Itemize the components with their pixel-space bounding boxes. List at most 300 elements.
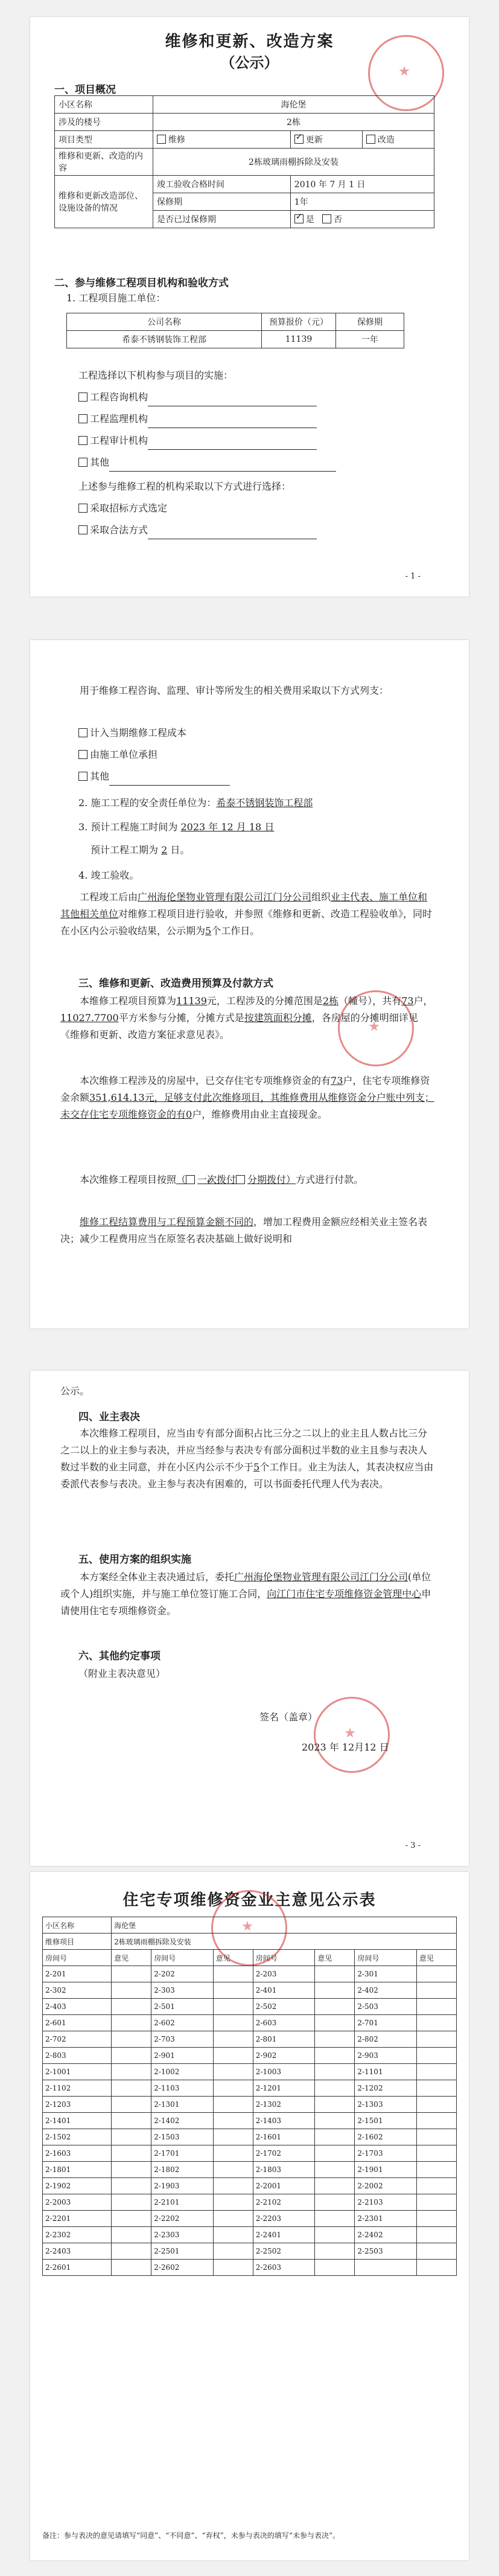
opinion-cell[interactable]	[416, 2113, 456, 2129]
checkbox[interactable]	[78, 728, 87, 737]
text: 申请使用住宅专项维修资金。	[60, 1588, 431, 1616]
opinion-cell[interactable]	[416, 2178, 456, 2194]
acceptance-date: 2010 年 7 月 1 日	[290, 176, 434, 193]
opinion-cell[interactable]	[315, 2097, 355, 2113]
opinion-cell[interactable]	[416, 1982, 456, 1999]
cell-label: 维修项目	[43, 1934, 112, 1950]
text: 2. 施工工程的安全责任单位为：	[78, 797, 217, 809]
opinion-cell[interactable]	[112, 2031, 151, 2048]
opinion-cell[interactable]	[112, 2064, 151, 2080]
attachment-note: （附业主表决意见）	[78, 1668, 166, 1679]
checkbox-label: 一次拨付	[197, 1174, 237, 1185]
room-number: 2-2002	[355, 2178, 417, 2194]
opinion-cell[interactable]	[416, 2129, 456, 2145]
work-content: 2栋玻璃雨棚拆除及安装	[153, 149, 434, 176]
opinion-cell[interactable]	[315, 2080, 355, 2097]
room-number: 2-2503	[355, 2243, 417, 2260]
opinion-cell[interactable]	[112, 2243, 151, 2260]
checkbox[interactable]	[78, 436, 87, 445]
text: 3. 预计工程施工时间为	[78, 821, 178, 833]
room-number: 2-202	[151, 1966, 214, 1982]
opinion-cell[interactable]	[416, 2048, 456, 2064]
opinion-cell[interactable]	[112, 2194, 151, 2211]
payment-method	[60, 1171, 434, 1188]
text: 元，足够支付此次维修项目，其维修费用从维修资金分户账中列支；未交存住宅专项维修资金的有	[60, 1092, 434, 1120]
allocation-method: 按建筑面积分摊	[244, 1012, 312, 1024]
table-row	[43, 2015, 457, 2031]
checkbox-label: 更新	[305, 135, 323, 145]
checkbox[interactable]	[78, 772, 87, 781]
section-1-heading: 一、项目概况	[54, 84, 116, 96]
text: 本次维修工程项目，应当由专有部分面积占比三分之二以上的业主且人数占比三分之二以上的业主参与表决，并应当经参与表决专有部分面积过半数的业主且参与表决人数过半数的业主同意，并在小区内公示不少于	[60, 1427, 428, 1473]
opinion-cell[interactable]	[315, 1982, 355, 1999]
room-number: 2-2602	[151, 2260, 214, 2276]
checkbox-label: 工程审计机构	[90, 435, 148, 446]
opinion-cell[interactable]	[213, 2243, 253, 2260]
table-row	[43, 2145, 457, 2162]
room-number: 2-1503	[151, 2129, 214, 2145]
opinion-cell[interactable]	[112, 2211, 151, 2227]
opinion-cell[interactable]	[213, 1982, 253, 1999]
opinion-cell[interactable]	[416, 2080, 456, 2097]
cell-label: 维修和更新、改造的内容	[55, 149, 153, 176]
column-header: 房间号	[43, 1950, 112, 1966]
section-5-heading: 五、使用方案的组织实施	[78, 1554, 191, 1566]
opinion-cell[interactable]	[416, 2211, 456, 2227]
opinion-cell[interactable]	[315, 2113, 355, 2129]
text: 个工作日。业主为法人，其表决权应当由委派代表参与表决。业主参与表决有困难的，可以书面委托代理人代为表决。	[60, 1461, 434, 1490]
text: 维修工程结算费用与工程预算金额不同的	[80, 1216, 254, 1228]
checkbox-label: 是	[305, 215, 314, 225]
cell-label: 竣工验收合格时间	[153, 176, 291, 193]
cell-label: 项目类型	[55, 131, 153, 149]
room-number: 2-2103	[355, 2194, 417, 2211]
room-number	[355, 2260, 417, 2276]
table-row	[43, 1966, 457, 1982]
text: ，增加工程费用金额应经相关业主签名表决；减少工程费用应当在原签名表决基础上做好说明和	[60, 1216, 428, 1245]
room-number: 2-1602	[355, 2129, 417, 2145]
page-number: - 1 -	[405, 572, 421, 581]
household-count: 73	[401, 995, 414, 1007]
contractor-table	[66, 313, 404, 348]
project-overview-table	[54, 95, 434, 228]
table-row	[43, 2211, 457, 2227]
text: 预计工程工期为	[91, 844, 159, 856]
type-repair[interactable]	[153, 131, 291, 149]
page-1	[30, 17, 469, 597]
room-number: 2-2202	[151, 2211, 214, 2227]
checkbox[interactable]	[236, 1175, 245, 1184]
opinion-cell[interactable]	[416, 2031, 456, 2048]
cell-label: 维修和更新改造部位、设施设备的情况	[55, 176, 153, 228]
opinion-cell[interactable]	[213, 2080, 253, 2097]
area-value: 11027.7700	[60, 1012, 119, 1024]
checkbox[interactable]	[322, 214, 331, 223]
payment-options: （✓ 一次拨付 分期拨付）	[176, 1174, 296, 1185]
text: 对维修工程项目进行验收，并参照《维修和更新、改造工程验收单》，同时在小区内公示验收结果，公示期为	[60, 908, 433, 937]
column-header: 意见	[112, 1950, 151, 1966]
text: 日。	[170, 844, 190, 856]
opinion-cell[interactable]	[213, 1999, 253, 2015]
room-number: 2-1302	[253, 2097, 315, 2113]
cell-label: 小区名称	[55, 96, 153, 114]
fund-paragraph	[60, 1072, 434, 1123]
doc-subtitle: （公示）	[220, 54, 279, 71]
room-number: 2-2303	[151, 2227, 214, 2243]
opinion-cell[interactable]	[315, 2031, 355, 2048]
room-number: 2-2601	[43, 2260, 112, 2276]
page-3	[30, 1371, 469, 1866]
table-row	[43, 1982, 457, 1999]
safety-unit	[78, 795, 313, 812]
opinion-cell[interactable]	[315, 2145, 355, 2162]
opinion-cell[interactable]	[112, 2162, 151, 2178]
checkbox-label: 维修	[168, 135, 185, 145]
opinion-cell[interactable]	[315, 2194, 355, 2211]
page-number: - 3 -	[405, 1841, 421, 1850]
table-row	[43, 2048, 457, 2064]
room-number: 2-2403	[43, 2243, 112, 2260]
column-header: 意见	[213, 1950, 253, 1966]
room-number: 2-1903	[151, 2178, 214, 2194]
room-number: 2-401	[253, 1982, 315, 1999]
checkbox-label: 计入当期维修工程成本	[90, 727, 187, 739]
opinion-cell[interactable]	[213, 2031, 253, 2048]
room-number: 2-1201	[253, 2080, 315, 2097]
continued-text: 公示。	[60, 1385, 90, 1397]
fund-center: 向江门市住宅专项维修资金管理中心	[267, 1588, 422, 1600]
room-number: 2-1701	[151, 2145, 214, 2162]
room-number: 2-1001	[43, 2064, 112, 2080]
opinion-cell[interactable]	[213, 2129, 253, 2145]
room-number: 2-802	[355, 2031, 417, 2048]
text: 本方案经全体业主表决通过后，委托	[80, 1571, 235, 1583]
room-number: 2-2401	[253, 2227, 315, 2243]
opinion-rows	[43, 1966, 457, 2276]
budget-amount: 11139	[262, 331, 336, 348]
opinion-cell[interactable]	[315, 1966, 355, 1982]
opinion-cell[interactable]	[315, 2211, 355, 2227]
duration-days: 2	[161, 844, 168, 856]
opinion-cell[interactable]	[213, 2162, 253, 2178]
room-number: 2-1901	[355, 2162, 417, 2178]
opinion-cell[interactable]	[416, 2194, 456, 2211]
opinion-cell[interactable]	[213, 2260, 253, 2276]
opinion-cell[interactable]	[213, 2227, 253, 2243]
checkbox-label: 其他	[90, 457, 110, 468]
checkbox-checked[interactable]	[294, 135, 304, 144]
opinion-cell[interactable]	[112, 2048, 151, 2064]
room-number: 2-1202	[355, 2080, 417, 2097]
agency-option-other[interactable]	[78, 454, 336, 472]
room-number: 2-2302	[43, 2227, 112, 2243]
community-name: 海伦堡	[112, 1917, 457, 1934]
room-number: 2-1002	[151, 2064, 214, 2080]
checkbox-checked[interactable]	[186, 1175, 195, 1184]
building-range: 2栋	[322, 995, 339, 1007]
checkbox[interactable]	[78, 392, 87, 402]
organizer-name: 广州海伦堡物业管理有限公司江门分公司	[138, 891, 312, 903]
opinion-cell[interactable]	[315, 2064, 355, 2080]
page-4	[30, 1872, 469, 2560]
opinion-cell[interactable]	[416, 2145, 456, 2162]
column-header: 预算报价（元）	[262, 313, 336, 331]
opinion-cell[interactable]	[112, 2227, 151, 2243]
room-number: 2-903	[355, 2048, 417, 2064]
room-number: 2-503	[355, 1999, 417, 2015]
signature-date: 2023 年 12月12 日	[302, 1741, 389, 1753]
room-number: 2-801	[253, 2031, 315, 2048]
doc-title: 维修和更新、改造方案	[165, 33, 334, 51]
opinion-cell[interactable]	[112, 2260, 151, 2276]
checkbox-label: 否	[334, 215, 343, 225]
opinion-cell[interactable]	[112, 2097, 151, 2113]
settlement-paragraph	[60, 1214, 434, 1248]
room-number: 2-1103	[151, 2080, 214, 2097]
room-number: 2-2402	[355, 2227, 417, 2243]
method-tender[interactable]	[78, 500, 167, 517]
opinion-cell[interactable]	[315, 2162, 355, 2178]
column-header: 房间号	[253, 1950, 315, 1966]
checkbox-label: 采取合法方式	[90, 524, 148, 536]
room-number: 2-1803	[253, 2162, 315, 2178]
opinion-cell[interactable]	[315, 2260, 355, 2276]
room-number: 2-803	[43, 2048, 112, 2064]
warranty-expired-choice[interactable]	[290, 211, 434, 228]
checkbox[interactable]	[78, 750, 87, 759]
red-seal-stamp	[314, 1697, 390, 1773]
opinion-cell[interactable]	[416, 2064, 456, 2080]
text: 元，工程涉及的分摊范围是	[206, 995, 323, 1007]
table-row	[43, 2243, 457, 2260]
checkbox-label: 采取招标方式选定	[90, 502, 168, 514]
cell-label: 保修期	[153, 193, 291, 211]
room-number: 2-2603	[253, 2260, 315, 2276]
room-number: 2-1402	[151, 2113, 214, 2129]
room-number: 2-2201	[43, 2211, 112, 2227]
room-number: 2-601	[43, 2015, 112, 2031]
opinion-cell[interactable]	[112, 2113, 151, 2129]
opinion-cell[interactable]	[416, 1966, 456, 1982]
opinion-cell[interactable]	[315, 2015, 355, 2031]
cost-option-1[interactable]	[78, 725, 186, 742]
checkbox-checked[interactable]	[294, 214, 304, 223]
column-header: 房间号	[355, 1950, 417, 1966]
table-row	[43, 2162, 457, 2178]
publicity-days: 5	[205, 925, 212, 937]
opinion-cell[interactable]	[315, 2129, 355, 2145]
table-row	[43, 2178, 457, 2194]
room-number: 2-702	[43, 2031, 112, 2048]
column-header: 意见	[416, 1950, 456, 1966]
opinion-cell[interactable]	[315, 2243, 355, 2260]
paid-households: 73	[331, 1075, 343, 1086]
room-number: 2-402	[355, 1982, 417, 1999]
column-header: 房间号	[151, 1950, 214, 1966]
table-title: 住宅专项维修资金业主意见公示表	[122, 1891, 377, 1909]
opinion-cell[interactable]	[213, 2097, 253, 2113]
cell-label: 小区名称	[43, 1917, 112, 1934]
opinion-cell[interactable]	[416, 2243, 456, 2260]
type-renew[interactable]	[290, 131, 362, 149]
text: 工程竣工后由	[80, 891, 138, 903]
opinion-cell[interactable]	[416, 2260, 456, 2276]
text: （幢号），共有	[338, 995, 402, 1007]
room-number: 2-703	[151, 2031, 214, 2048]
room-number: 2-501	[151, 1999, 214, 2015]
text: ，各房屋的分摊明细详见《维修和更新、改造方案征求意见表》。	[60, 1012, 418, 1040]
checkbox[interactable]	[78, 525, 87, 534]
room-number: 2-1802	[151, 2162, 214, 2178]
warranty-period: 1年	[290, 193, 434, 211]
construction-time	[78, 819, 274, 836]
opinion-cell[interactable]	[315, 2178, 355, 2194]
checkbox[interactable]	[78, 414, 87, 423]
room-number: 2-1502	[43, 2129, 112, 2145]
opinion-cell[interactable]	[416, 2162, 456, 2178]
opinion-cell[interactable]	[213, 2113, 253, 2129]
text: 本维修工程项目预算为	[80, 995, 177, 1007]
room-number: 2-1003	[253, 2064, 315, 2080]
checkbox-label: 分期拨付	[247, 1174, 287, 1185]
room-number: 2-1702	[253, 2145, 315, 2162]
start-date: 2023 年 12 月 18 日	[180, 821, 275, 833]
checkbox[interactable]	[78, 504, 87, 513]
project-name: 2栋玻璃雨棚拆除及安装	[112, 1934, 457, 1950]
contractor-question: 1. 工程项目施工单位：	[66, 292, 166, 304]
opinion-cell[interactable]	[416, 2097, 456, 2113]
implementation-paragraph	[60, 1569, 434, 1620]
text: 户，	[413, 995, 433, 1007]
agency-option-supervision[interactable]	[78, 411, 317, 428]
opinion-cell[interactable]	[112, 2145, 151, 2162]
table-row	[43, 2227, 457, 2243]
opinion-cell[interactable]	[112, 1982, 151, 1999]
table-row	[43, 2113, 457, 2129]
cost-option-3[interactable]	[78, 768, 230, 786]
checkbox[interactable]	[366, 135, 375, 144]
room-number: 2-1601	[253, 2129, 315, 2145]
checkbox-label: 工程监理机构	[90, 413, 148, 425]
budget-value: 11139	[176, 995, 207, 1007]
opinion-cell[interactable]	[213, 2064, 253, 2080]
opinion-cell[interactable]	[213, 2211, 253, 2227]
text: (单位或个人)组织实施，并与施工单位签订施工合同，	[60, 1571, 431, 1600]
opinion-cell[interactable]	[112, 2129, 151, 2145]
text: 本次维修工程涉及的房屋中，已交存住宅专项维修资金的有	[80, 1075, 331, 1086]
opinion-cell[interactable]	[213, 2048, 253, 2064]
opinion-cell[interactable]	[213, 2145, 253, 2162]
opinion-cell[interactable]	[315, 1999, 355, 2015]
table-row	[43, 2194, 457, 2211]
method-legal[interactable]	[78, 522, 317, 539]
opinion-cell[interactable]	[112, 2178, 151, 2194]
room-number: 2-403	[43, 1999, 112, 2015]
table-row	[43, 1999, 457, 2015]
room-number: 2-2001	[253, 2178, 315, 2194]
text: 方式进行付款。	[296, 1174, 364, 1185]
type-renovate[interactable]	[362, 131, 434, 149]
room-number: 2-1301	[151, 2097, 214, 2113]
fund-balance: 351,614.13	[89, 1092, 145, 1103]
column-header: 意见	[315, 1950, 355, 1966]
room-number: 2-2203	[253, 2211, 315, 2227]
acceptance-paragraph	[60, 889, 434, 940]
opinion-cell[interactable]	[112, 1966, 151, 1982]
vote-paragraph	[60, 1425, 434, 1493]
opinion-cell[interactable]	[315, 2048, 355, 2064]
safety-unit-name: 希泰不锈钢装饰工程部	[216, 797, 313, 809]
table-row	[43, 2080, 457, 2097]
blank-line	[109, 768, 230, 786]
implementer-name: 广州海伦堡物业管理有限公司江门分公司	[234, 1571, 408, 1583]
opinion-cell[interactable]	[213, 1966, 253, 1982]
opinion-table	[42, 1917, 457, 2276]
agency-option-consult[interactable]	[78, 389, 317, 406]
opinion-cell[interactable]	[416, 2227, 456, 2243]
building-number: 2栋	[153, 114, 434, 131]
selection-method-question: 上述参与维修工程的机构采取以下方式进行选择：	[78, 481, 291, 492]
opinion-cell[interactable]	[112, 2080, 151, 2097]
room-number: 2-1603	[43, 2145, 112, 2162]
room-number: 2-1703	[355, 2145, 417, 2162]
agency-option-audit[interactable]	[78, 432, 317, 450]
room-number: 2-1403	[253, 2113, 315, 2129]
table-row	[43, 2064, 457, 2080]
text: 本次维修工程项目按照	[80, 1174, 177, 1185]
signature-label: 签名（盖章）	[259, 1711, 318, 1723]
checkbox[interactable]	[78, 458, 87, 467]
cost-option-2[interactable]	[78, 746, 157, 763]
publicity-days: 5	[253, 1461, 260, 1473]
opinion-cell[interactable]	[213, 2178, 253, 2194]
cell-label: 涉及的楼号	[55, 114, 153, 131]
blank-line	[109, 454, 336, 472]
checkbox-label: 其他	[90, 771, 110, 782]
opinion-cell[interactable]	[112, 2015, 151, 2031]
opinion-cell[interactable]	[416, 2015, 456, 2031]
room-number: 2-2501	[151, 2243, 214, 2260]
opinion-cell[interactable]	[315, 2227, 355, 2243]
room-number: 2-1902	[43, 2178, 112, 2194]
blank-line	[148, 411, 317, 428]
agency-question: 工程选择以下机构参与项目的实施：	[78, 370, 234, 381]
cost-paragraph: 用于维修工程咨询、监理、审计等所发生的相关费用采取以下方式列支：	[80, 685, 389, 696]
opinion-cell[interactable]	[416, 1999, 456, 2015]
section-2-heading: 二、参与维修工程项目机构和验收方式	[54, 277, 229, 289]
room-number: 2-301	[355, 1966, 417, 1982]
room-number: 2-1203	[43, 2097, 112, 2113]
page-2	[30, 640, 469, 1328]
opinion-cell[interactable]	[112, 1999, 151, 2015]
checkbox-label: 工程咨询机构	[90, 391, 148, 403]
room-number: 2-701	[355, 2015, 417, 2031]
opinion-cell[interactable]	[213, 2015, 253, 2031]
section-6-heading: 六、其他约定事项	[78, 1650, 161, 1662]
room-number: 2-502	[253, 1999, 315, 2015]
room-number: 2-901	[151, 2048, 214, 2064]
room-number: 2-303	[151, 1982, 214, 1999]
text: 组织	[311, 891, 331, 903]
community-name: 海伦堡	[153, 96, 434, 114]
cell-label: 是否已过保修期	[153, 211, 291, 228]
room-number: 2-1401	[43, 2113, 112, 2129]
room-number: 2-902	[253, 2048, 315, 2064]
checkbox[interactable]	[157, 135, 166, 144]
opinion-cell[interactable]	[213, 2194, 253, 2211]
blank-line	[148, 389, 317, 406]
room-number: 2-1501	[355, 2113, 417, 2129]
